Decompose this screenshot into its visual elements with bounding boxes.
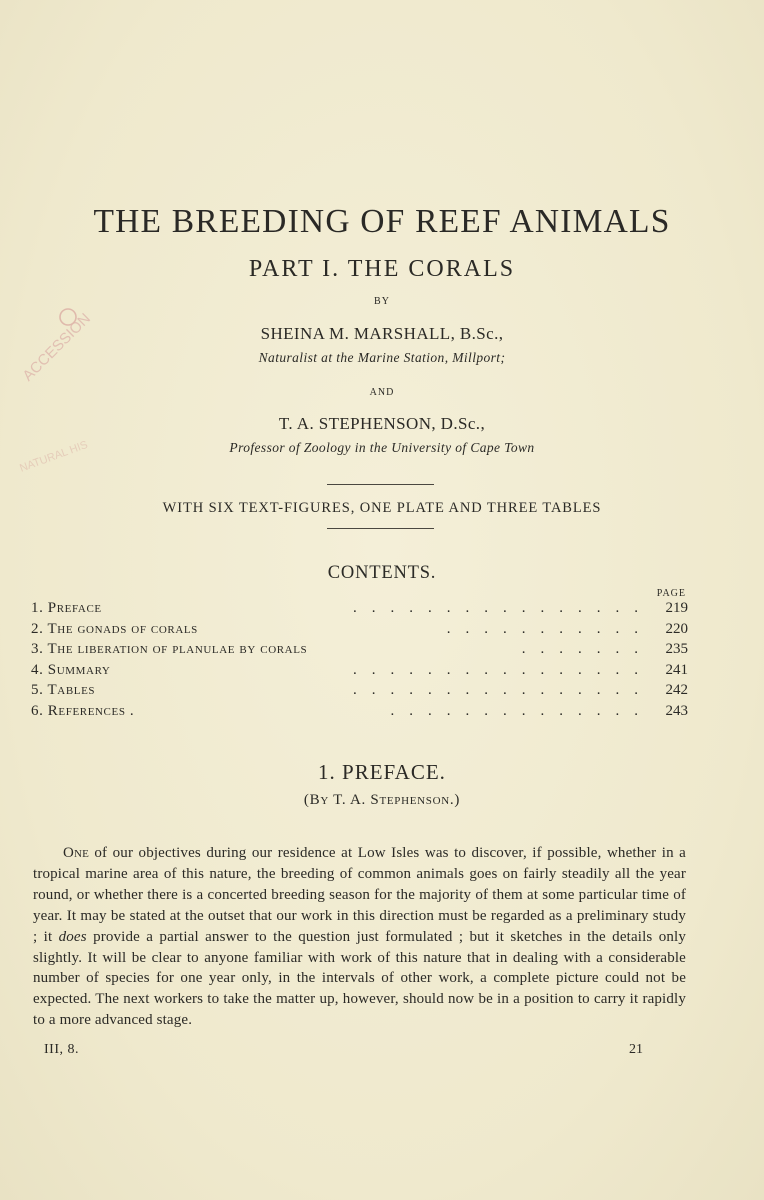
author-2-name: T. A. STEPHENSON, D.Sc., <box>278 414 486 433</box>
toc-entry-page: 243 <box>665 702 688 719</box>
toc-entry[interactable] <box>31 598 688 619</box>
toc-entry-label: 5. Tables <box>31 682 96 699</box>
divider-rule <box>327 484 434 485</box>
table-of-contents <box>31 598 688 722</box>
paper-title: THE BREEDING OF REEF ANIMALS <box>93 203 671 240</box>
author-1-affiliation: Naturalist at the Marine Station, Millport; <box>258 350 506 365</box>
lead-word: One <box>63 845 89 861</box>
toc-entry-page: 235 <box>665 641 688 658</box>
toc-entry-label: 3. The liberation of planulae by corals <box>31 641 308 658</box>
toc-entry-page: 220 <box>665 620 688 637</box>
toc-leader-dots: . . . . . . . <box>521 641 638 658</box>
toc-entry-page: 241 <box>665 661 688 678</box>
figures-note: WITH SIX TEXT-FIGURES, ONE PLATE AND THREE TABLES <box>162 500 602 516</box>
toc-leader-dots: . . . . . . . . . . . . . . <box>390 702 638 719</box>
volume-signature: III, 8. <box>44 1042 79 1057</box>
body-text-part-1: of our objectives during our residence at Low Isles was to discover, if possible, whether in a tropical marine area of this nature, the breeding of common animals goes on fairly steadily all the year round, or whether there is a concerted breeding season for the majority of them at some particular time of year. It may be stated at the outset that our work in this direction must be regarded as a preliminary study ; it <box>33 845 686 945</box>
divider-rule <box>327 528 434 529</box>
toc-entry-label: 1. Preface <box>31 600 102 616</box>
section-heading: 1. PREFACE. <box>318 760 446 784</box>
toc-entry-page: 219 <box>665 600 688 616</box>
toc-entry[interactable] <box>31 619 688 640</box>
toc-entry-label: 2. The gonads of corals <box>31 620 198 637</box>
toc-entry[interactable] <box>31 639 688 660</box>
body-paragraph <box>33 843 686 1031</box>
toc-leader-dots: . . . . . . . . . . . <box>446 620 638 637</box>
body-text-part-2: provide a partial answer to the question just formulated ; but it sketches in the details only slightly. It will be clear to anyone familiar with work of this nature that in dealing with a considerable number of species for one year only, in the intervals of other work, a complete picture could not be expected. The next workers to take the matter up, however, should now be in a position to carry it rapidly to a more advanced stage. <box>33 928 686 1029</box>
toc-entry[interactable] <box>31 701 688 722</box>
toc-entry-label: 6. References . <box>31 702 135 719</box>
toc-leader-dots: . . . . . . . . . . . . . . . . <box>353 682 638 699</box>
toc-entry-label: 4. Summary <box>31 661 111 678</box>
svg-text:NATURAL HIS: NATURAL HIS <box>18 438 90 475</box>
page-column-label: PAGE <box>656 588 686 599</box>
author-2-affiliation: Professor of Zoology in the University of Cape Town <box>229 440 535 455</box>
svg-text:ACCESSION: ACCESSION <box>19 310 94 385</box>
toc-entry[interactable] <box>31 680 688 701</box>
toc-leader-dots: . . . . . . . . . . . . . . . . <box>353 600 638 616</box>
toc-entry[interactable] <box>31 660 688 681</box>
toc-leader-dots: . . . . . . . . . . . . . . . . <box>353 661 638 678</box>
and-label: AND <box>369 387 395 398</box>
author-1-name: SHEINA M. MARSHALL, B.Sc., <box>260 324 504 343</box>
section-byline: (By T. A. Stephenson.) <box>303 792 461 808</box>
toc-entry-page: 242 <box>665 682 688 699</box>
by-label: BY <box>374 296 390 307</box>
contents-heading: CONTENTS. <box>327 563 437 583</box>
page-number: 21 <box>629 1042 643 1057</box>
part-subtitle: PART I. THE CORALS <box>248 256 516 282</box>
emphasis-word: does <box>58 928 87 945</box>
